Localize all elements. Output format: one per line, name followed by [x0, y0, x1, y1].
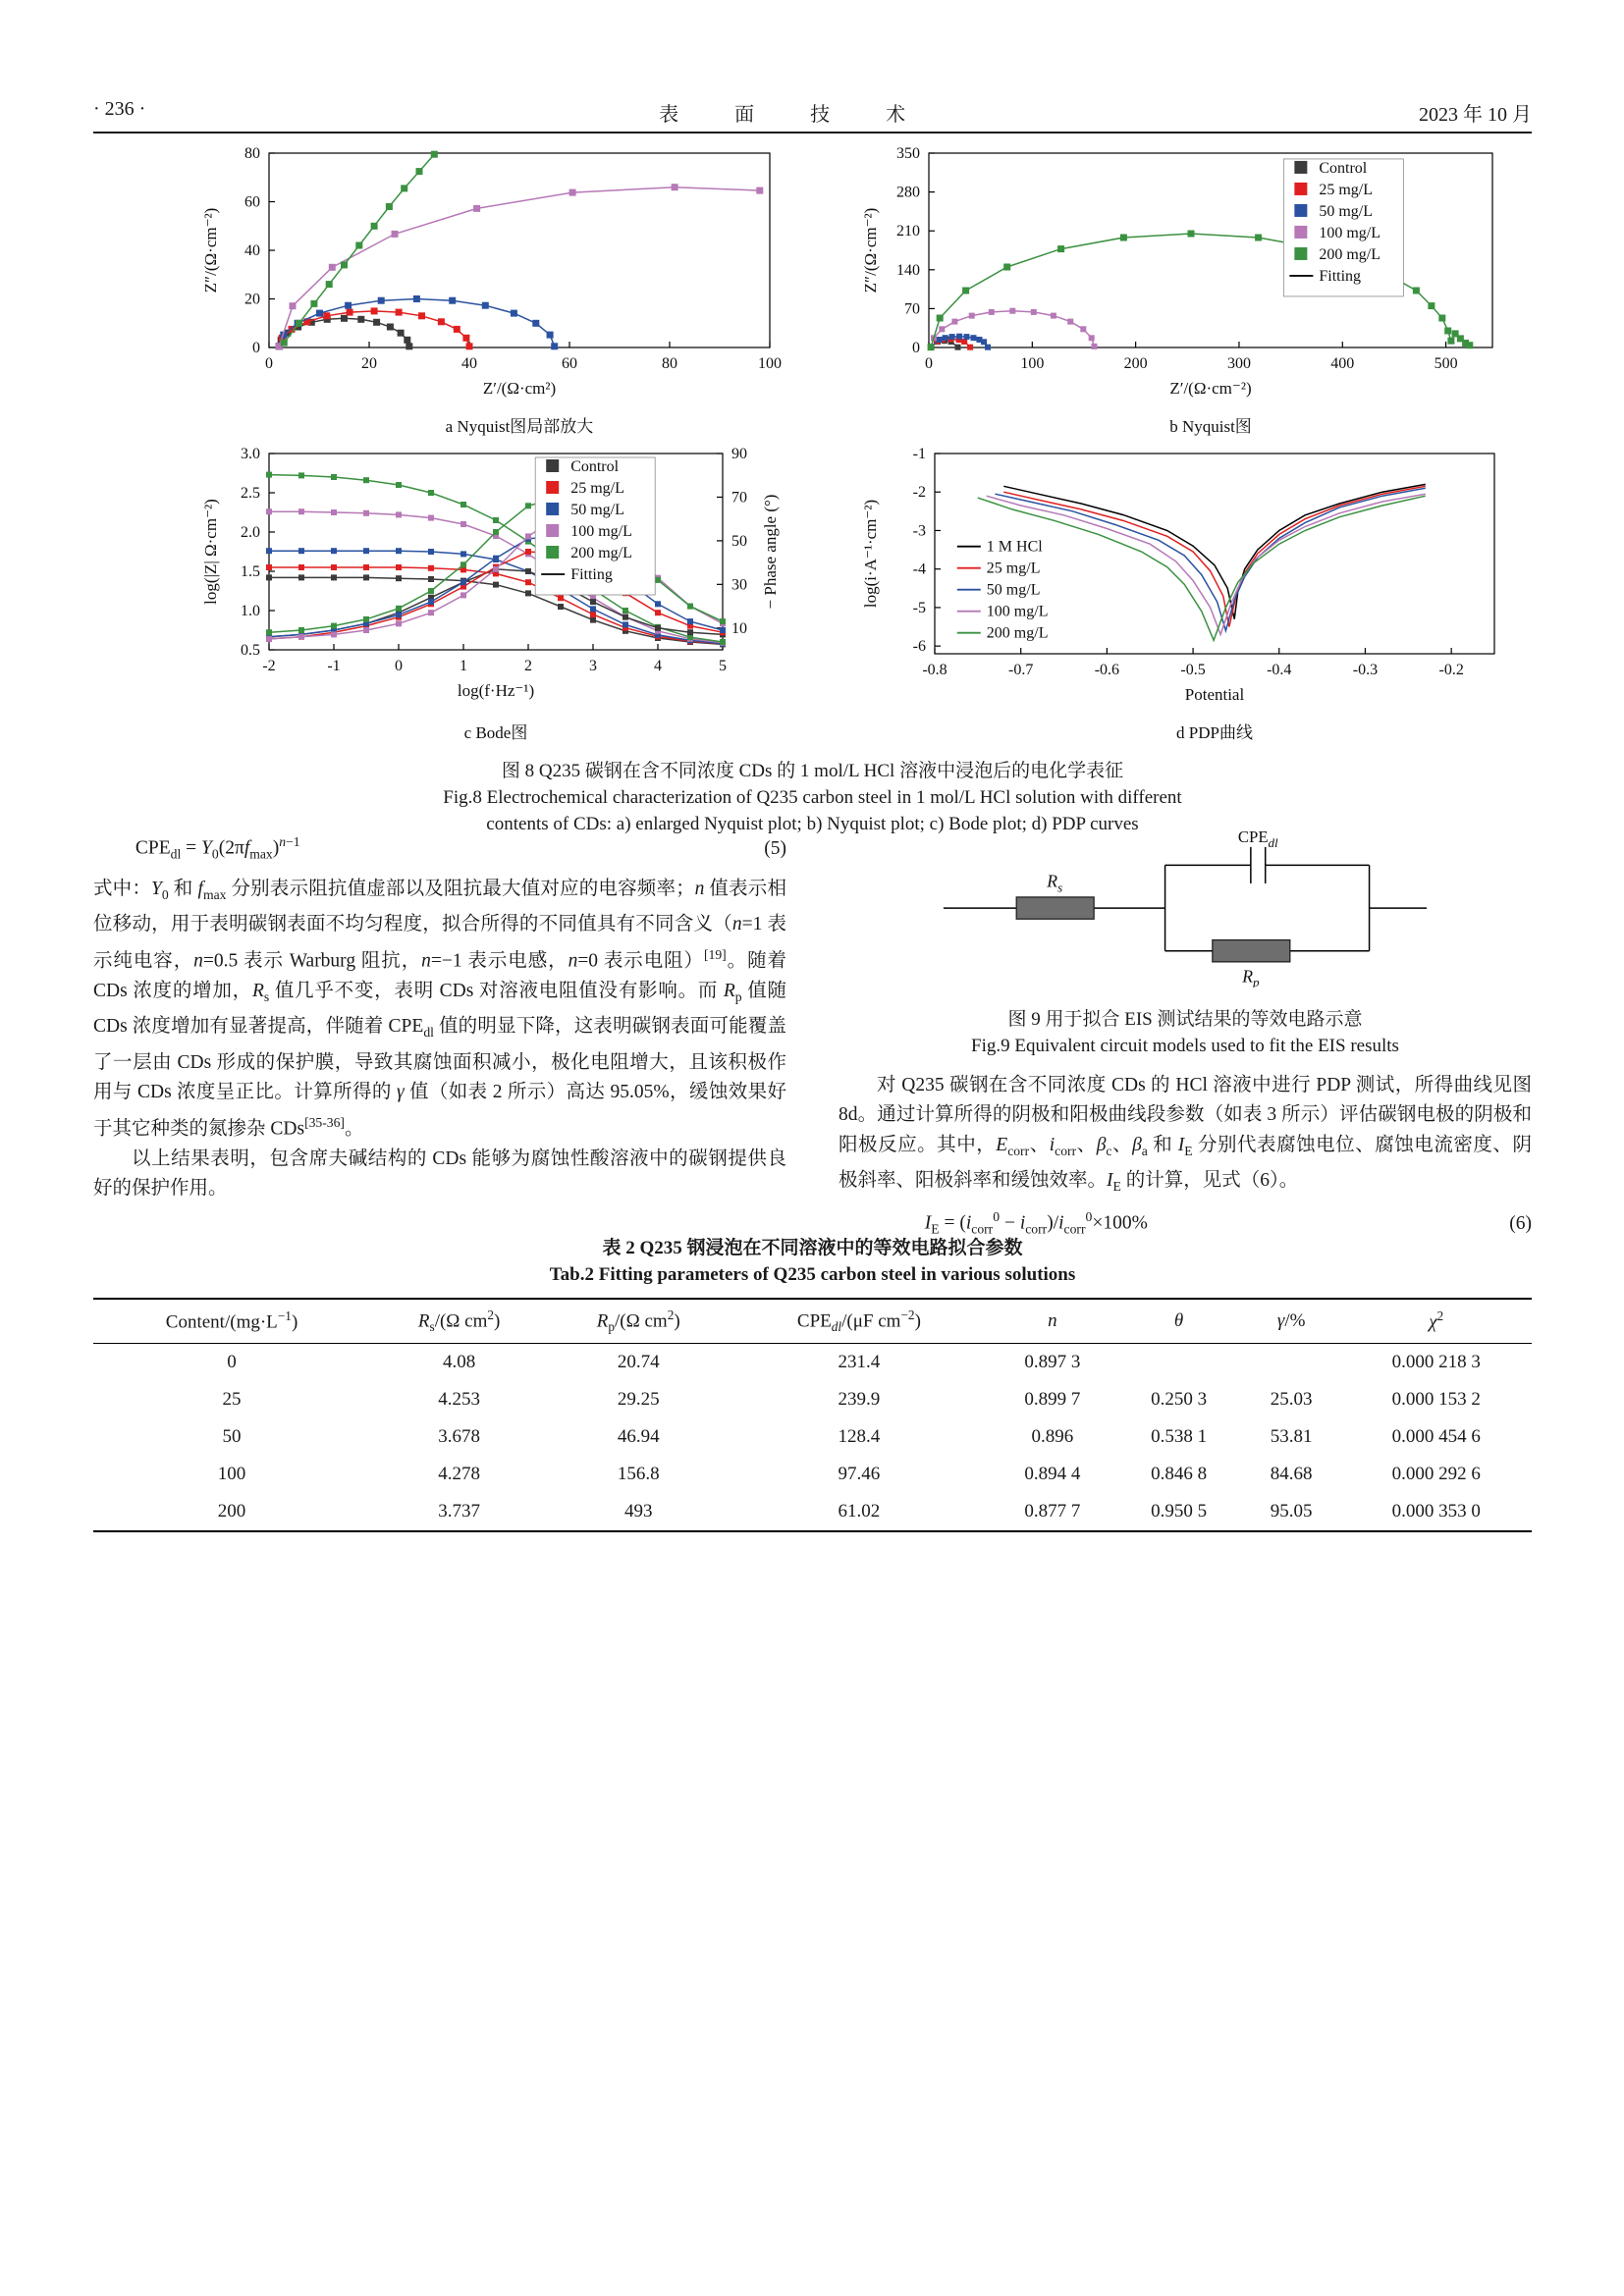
figure9-caption-en: Fig.9 Equivalent circuit models used to fit the EIS results: [971, 1035, 1399, 1056]
cpe-label: $CPE_{dl}$: [1237, 830, 1278, 850]
svg-text:100 mg/L: 100 mg/L: [1319, 224, 1381, 241]
table-2-header-cell: Content/$(mg\cdot L^{-1})$: [93, 1299, 370, 1344]
figure8-caption-en2: contents of CDs: a) enlarged Nyquist plot; b) Nyquist plot; c) Bode plot; d) PDP curves: [486, 814, 1139, 834]
svg-text:log(i·A⁻¹·cm⁻²): log(i·A⁻¹·cm⁻²): [861, 499, 880, 609]
table-2-cell: 200: [93, 1493, 370, 1531]
svg-text:400: 400: [1330, 355, 1355, 372]
svg-text:a Nyquist图局部放大: a Nyquist图局部放大: [445, 417, 594, 436]
svg-text:100: 100: [1020, 355, 1045, 372]
svg-text:0: 0: [925, 355, 933, 372]
table-2-cell: [1115, 1344, 1242, 1382]
svg-text:Control: Control: [1319, 159, 1368, 177]
table-2-header-cell: γ/%: [1242, 1299, 1340, 1344]
svg-text:log(f·Hz⁻¹): log(f·Hz⁻¹): [457, 681, 535, 700]
table-2-cell: 0.846 8: [1151, 1464, 1208, 1485]
table-2-cell: 25.03: [1270, 1389, 1313, 1411]
table-2-row: [93, 1344, 1532, 1382]
svg-text:40: 40: [244, 242, 260, 259]
table-2-cell: 4.253: [438, 1389, 481, 1411]
figure9-circuit-wrap: [839, 830, 1532, 998]
svg-text:80: 80: [244, 145, 260, 162]
table-2-cell: 3.678: [438, 1426, 481, 1448]
svg-text:90: 90: [731, 446, 747, 462]
equation-6-number: (6): [1509, 1212, 1532, 1234]
table-2-cell: 0: [227, 1352, 237, 1373]
table-2-cell: [1242, 1344, 1340, 1382]
table-2-head: [93, 1299, 1532, 1344]
svg-text:Z″/(Ω·cm⁻²): Z″/(Ω·cm⁻²): [201, 207, 220, 294]
svg-text:3: 3: [589, 658, 597, 674]
svg-text:25 mg/L: 25 mg/L: [986, 560, 1041, 577]
figure8-caption-cn: 图 8 Q235 碳钢在含不同浓度 CDs 的 1 mol/L HCl 溶液中浸泡后的电化学表征: [501, 761, 1124, 781]
table-2-cell: 239.9: [838, 1389, 881, 1411]
table-2-cell: 0.899 7: [1024, 1389, 1081, 1411]
table-2-cell: 100: [217, 1464, 246, 1485]
table-2-body: [93, 1344, 1532, 1532]
table-2-cell: 61.02: [729, 1493, 989, 1531]
svg-text:-1: -1: [912, 446, 926, 462]
table-2-cell: 0.894 4: [1024, 1464, 1081, 1485]
paragraph-conclusion: 以上结果表明，包含席夫碱结构的 CDs 能够为腐蚀性酸溶液中的碳钢提供良好的保护作用。: [93, 1148, 786, 1200]
svg-text:2.0: 2.0: [241, 524, 260, 541]
chart-a-svg: [196, 143, 785, 440]
svg-text:50 mg/L: 50 mg/L: [1319, 202, 1374, 220]
svg-text:40: 40: [461, 355, 477, 372]
svg-text:-0.4: -0.4: [1267, 662, 1292, 678]
figure9-circuit: [930, 830, 1440, 988]
table-2-cell: 20.74: [617, 1352, 660, 1373]
chart-nyquist: [856, 143, 1512, 440]
svg-text:log(|Z| Ω·cm⁻²): log(|Z| Ω·cm⁻²): [201, 499, 220, 605]
svg-text:200: 200: [1123, 355, 1148, 372]
svg-text:-2: -2: [262, 658, 276, 674]
table-2-cell: 4.08: [443, 1352, 476, 1373]
svg-text:-3: -3: [912, 522, 926, 540]
svg-text:-2: -2: [912, 484, 926, 502]
svg-text:0: 0: [395, 658, 403, 674]
chart-c-svg: [196, 444, 785, 746]
paragraph-eis-discussion: 式中：$Y_0$ 和 $f_{max}$ 分别表示阻抗值虚部以及阻抗最大值对应的电容频率；n 值表示相位移动，用于表明碳钢表面不均匀程度，拟合所得的不同值具有不同含义（n=1 表示纯电容，n=0.5 表示 Warburg 阻抗，n=−1 表示电感，n=0 表示电阻）[19]。随着 CDs 浓度的增加，$R_s$ 值几乎不变，表明 CDs 对溶液电阻值没有影响。而 $R_p$ 值随 CDs 浓度增加有显著提高，伴随着 $CPE_{dl}$ 值的明显下降，这表明碳钢表面可能覆盖了一层由 CDs 形成的保护膜，导致其腐蚀面积减小，极化电阻增大，且该积极作用与 CDs 浓度呈正比。计算所得的 γ 值（如表 2 所示）高达 95.05%，缓蚀效果好于其它种类的氮掺杂 CDs[35-36]。: [93, 878, 786, 1140]
table-2-cell: 0.538 1: [1151, 1426, 1208, 1448]
table-2-cell: 0.877 7: [990, 1493, 1116, 1531]
table-2-row: [93, 1456, 1532, 1493]
svg-text:-0.2: -0.2: [1438, 662, 1464, 678]
svg-text:Control: Control: [570, 458, 620, 475]
table-2-cell: 0.250 3: [1151, 1389, 1208, 1411]
table-2-header-cell: n: [990, 1299, 1116, 1344]
svg-text:1.5: 1.5: [241, 563, 260, 580]
svg-text:80: 80: [662, 355, 677, 372]
svg-text:Z′/(Ω·cm²): Z′/(Ω·cm²): [482, 379, 557, 398]
figure8-caption-en1: Fig.8 Electrochemical characterization of Q235 carbon steel in 1 mol/L HCl solution with different: [443, 787, 1182, 808]
paragraph-pdp: 对 Q235 碳钢在含不同浓度 CDs 的 HCl 溶液中进行 PDP 测试，所得曲线见图 8d。通过计算所得的阴极和阳极曲线段参数（如表 3 所示）评估碳钢电极的阴极和阳极反应。其中，$E_{corr}$、$i_{corr}$、$\beta_c$、$\beta_a$ 和 $I_E$ 分别代表腐蚀电位、腐蚀电流密度、阴极斜率、阳极斜率和缓蚀效率。$I_E$ 的计算，见式（6）。: [839, 1074, 1532, 1194]
svg-text:-4: -4: [912, 561, 926, 578]
table-2-block: [93, 1235, 1532, 1532]
svg-text:140: 140: [896, 261, 920, 279]
table-2-cell: 0.000 153 2: [1391, 1389, 1481, 1411]
svg-text:50: 50: [731, 532, 747, 550]
svg-text:25 mg/L: 25 mg/L: [570, 480, 624, 497]
table-2-cell: 0.000 218 3: [1391, 1352, 1481, 1373]
table-2: [93, 1298, 1532, 1532]
svg-text:60: 60: [562, 355, 577, 372]
svg-text:500: 500: [1434, 355, 1458, 372]
svg-text:2.5: 2.5: [241, 485, 260, 502]
svg-text:− Phase angle (°): − Phase angle (°): [761, 494, 780, 610]
svg-text:350: 350: [896, 145, 920, 162]
svg-text:4: 4: [654, 658, 662, 674]
svg-text:-0.7: -0.7: [1008, 662, 1034, 678]
svg-text:-0.6: -0.6: [1094, 662, 1120, 678]
resistor-rs: [1016, 897, 1094, 919]
svg-text:30: 30: [731, 576, 747, 594]
table-2-cell: 156.8: [617, 1464, 660, 1485]
figure8-caption: [93, 758, 1532, 837]
svg-text:60: 60: [244, 193, 260, 211]
svg-text:70: 70: [904, 300, 920, 318]
svg-text:50 mg/L: 50 mg/L: [570, 502, 624, 518]
resistor-rp: [1213, 940, 1290, 962]
svg-text:3.0: 3.0: [241, 446, 260, 462]
svg-text:300: 300: [1226, 355, 1251, 372]
chart-pdp: [856, 444, 1512, 746]
chart-bode: [196, 444, 785, 746]
svg-text:25 mg/L: 25 mg/L: [1319, 181, 1374, 198]
equation-5: [93, 828, 786, 870]
rp-label: $R_p$: [1242, 966, 1260, 988]
page-header: [93, 98, 1532, 133]
table-2-cell: 4.278: [438, 1464, 481, 1485]
table-2-cell: 231.4: [838, 1352, 881, 1373]
svg-text:Potential: Potential: [1184, 685, 1245, 704]
table-2-cell: 25: [222, 1389, 242, 1411]
svg-text:1.0: 1.0: [241, 603, 260, 619]
svg-text:5: 5: [719, 658, 727, 674]
svg-text:Z″/(Ω·cm⁻²): Z″/(Ω·cm⁻²): [861, 207, 880, 294]
journal-title: 表 面 技 术: [659, 104, 932, 126]
table-2-header-cell: $R_s/(\Omega$ $cm^2$): [370, 1299, 548, 1344]
svg-text:210: 210: [896, 223, 920, 240]
table-2-cell: 0.000 292 6: [1391, 1464, 1481, 1485]
svg-text:200 mg/L: 200 mg/L: [570, 545, 632, 561]
svg-text:0: 0: [265, 355, 273, 372]
svg-text:Z′/(Ω·cm⁻²): Z′/(Ω·cm⁻²): [1169, 379, 1252, 398]
svg-text:1 M HCl: 1 M HCl: [986, 538, 1043, 556]
table-2-header-cell: θ: [1115, 1299, 1242, 1344]
svg-text:-0.3: -0.3: [1352, 662, 1379, 678]
svg-text:70: 70: [731, 489, 747, 507]
table-2-cell: 95.05: [1242, 1493, 1340, 1531]
svg-text:2: 2: [524, 658, 532, 674]
equation-5-number: (5): [764, 837, 786, 859]
page-number: · 236 ·: [93, 98, 146, 120]
table-2-cell: 3.737: [370, 1493, 548, 1531]
table-2-title-cn: 表 2 Q235 钢浸泡在不同溶液中的等效电路拟合参数: [602, 1238, 1023, 1258]
table-2-cell: 0.950 5: [1115, 1493, 1242, 1531]
table-2-header-cell: $\chi^2$: [1340, 1299, 1532, 1344]
svg-text:100 mg/L: 100 mg/L: [986, 603, 1049, 620]
svg-text:20: 20: [244, 291, 260, 308]
chart-d-svg: [856, 444, 1512, 746]
rs-label: $R_s$: [1047, 871, 1063, 895]
table-2-cell: 29.25: [617, 1389, 660, 1411]
table-2-cell: 128.4: [838, 1426, 881, 1448]
svg-text:-0.8: -0.8: [922, 662, 947, 678]
table-2-row: [93, 1493, 1532, 1531]
svg-text:200 mg/L: 200 mg/L: [986, 624, 1049, 642]
svg-text:Fitting: Fitting: [570, 566, 613, 583]
svg-text:0: 0: [252, 340, 260, 356]
table-2-header-cell: $R_p/(\Omega$ $cm^2$): [548, 1299, 729, 1344]
svg-text:100 mg/L: 100 mg/L: [570, 523, 632, 540]
svg-text:100: 100: [758, 355, 782, 372]
svg-text:-5: -5: [912, 599, 926, 616]
table-2-cell: 0.000 353 0: [1340, 1493, 1532, 1531]
svg-text:10: 10: [731, 619, 747, 637]
table-2-cell: 0.000 454 6: [1391, 1426, 1481, 1448]
table-2-cell: 50: [222, 1426, 242, 1448]
svg-text:0: 0: [912, 340, 920, 356]
svg-text:200 mg/L: 200 mg/L: [1319, 245, 1381, 263]
table-2-cell: 97.46: [838, 1464, 881, 1485]
figure9-caption-cn: 图 9 用于拟合 EIS 测试结果的等效电路示意: [1007, 1008, 1363, 1030]
chart-nyquist-enlarged: [196, 143, 785, 440]
table-2-title-en: Tab.2 Fitting parameters of Q235 carbon steel in various solutions: [549, 1264, 1076, 1285]
svg-text:20: 20: [361, 355, 377, 372]
svg-text:d PDP曲线: d PDP曲线: [1176, 723, 1253, 742]
equation-5-body: $CPE_{dl} = Y_0(2\pi f_{max})^{n-1}$: [135, 834, 300, 862]
svg-text:Fitting: Fitting: [1319, 267, 1362, 285]
svg-text:-6: -6: [912, 638, 926, 656]
table-2-cell: 46.94: [617, 1426, 660, 1448]
table-2-cell: 84.68: [1270, 1464, 1313, 1485]
svg-text:0.5: 0.5: [241, 642, 260, 659]
svg-text:-1: -1: [327, 658, 341, 674]
table-2-header-row: [93, 1299, 1532, 1344]
table-2-cell: 0.897 3: [1024, 1352, 1081, 1373]
svg-text:-0.5: -0.5: [1180, 662, 1206, 678]
figure9-caption: [839, 1006, 1532, 1059]
svg-text:280: 280: [896, 184, 920, 201]
chart-b-svg: [856, 143, 1512, 440]
issue-date: 2023 年 10 月: [1418, 104, 1532, 126]
table-2-cell: 53.81: [1270, 1426, 1313, 1448]
table-2-cell: 493: [548, 1493, 729, 1531]
table-2-row: [93, 1381, 1532, 1418]
svg-text:50 mg/L: 50 mg/L: [986, 581, 1041, 599]
right-column: [839, 827, 1532, 1250]
equation-6-body: $I_E = (i_{corr}^0 - i_{corr})/i_{corr}^0\times 100\%$: [924, 1209, 1148, 1237]
svg-text:b Nyquist图: b Nyquist图: [1169, 417, 1252, 436]
table-2-cell: 0.896: [1031, 1426, 1074, 1448]
svg-text:1: 1: [460, 658, 467, 674]
left-column: [93, 827, 786, 1204]
table-2-row: [93, 1418, 1532, 1456]
table-2-header-cell: $CPE_{dl}/(\mu F$ $cm^{-2}$): [729, 1299, 989, 1344]
svg-text:c Bode图: c Bode图: [463, 723, 528, 742]
